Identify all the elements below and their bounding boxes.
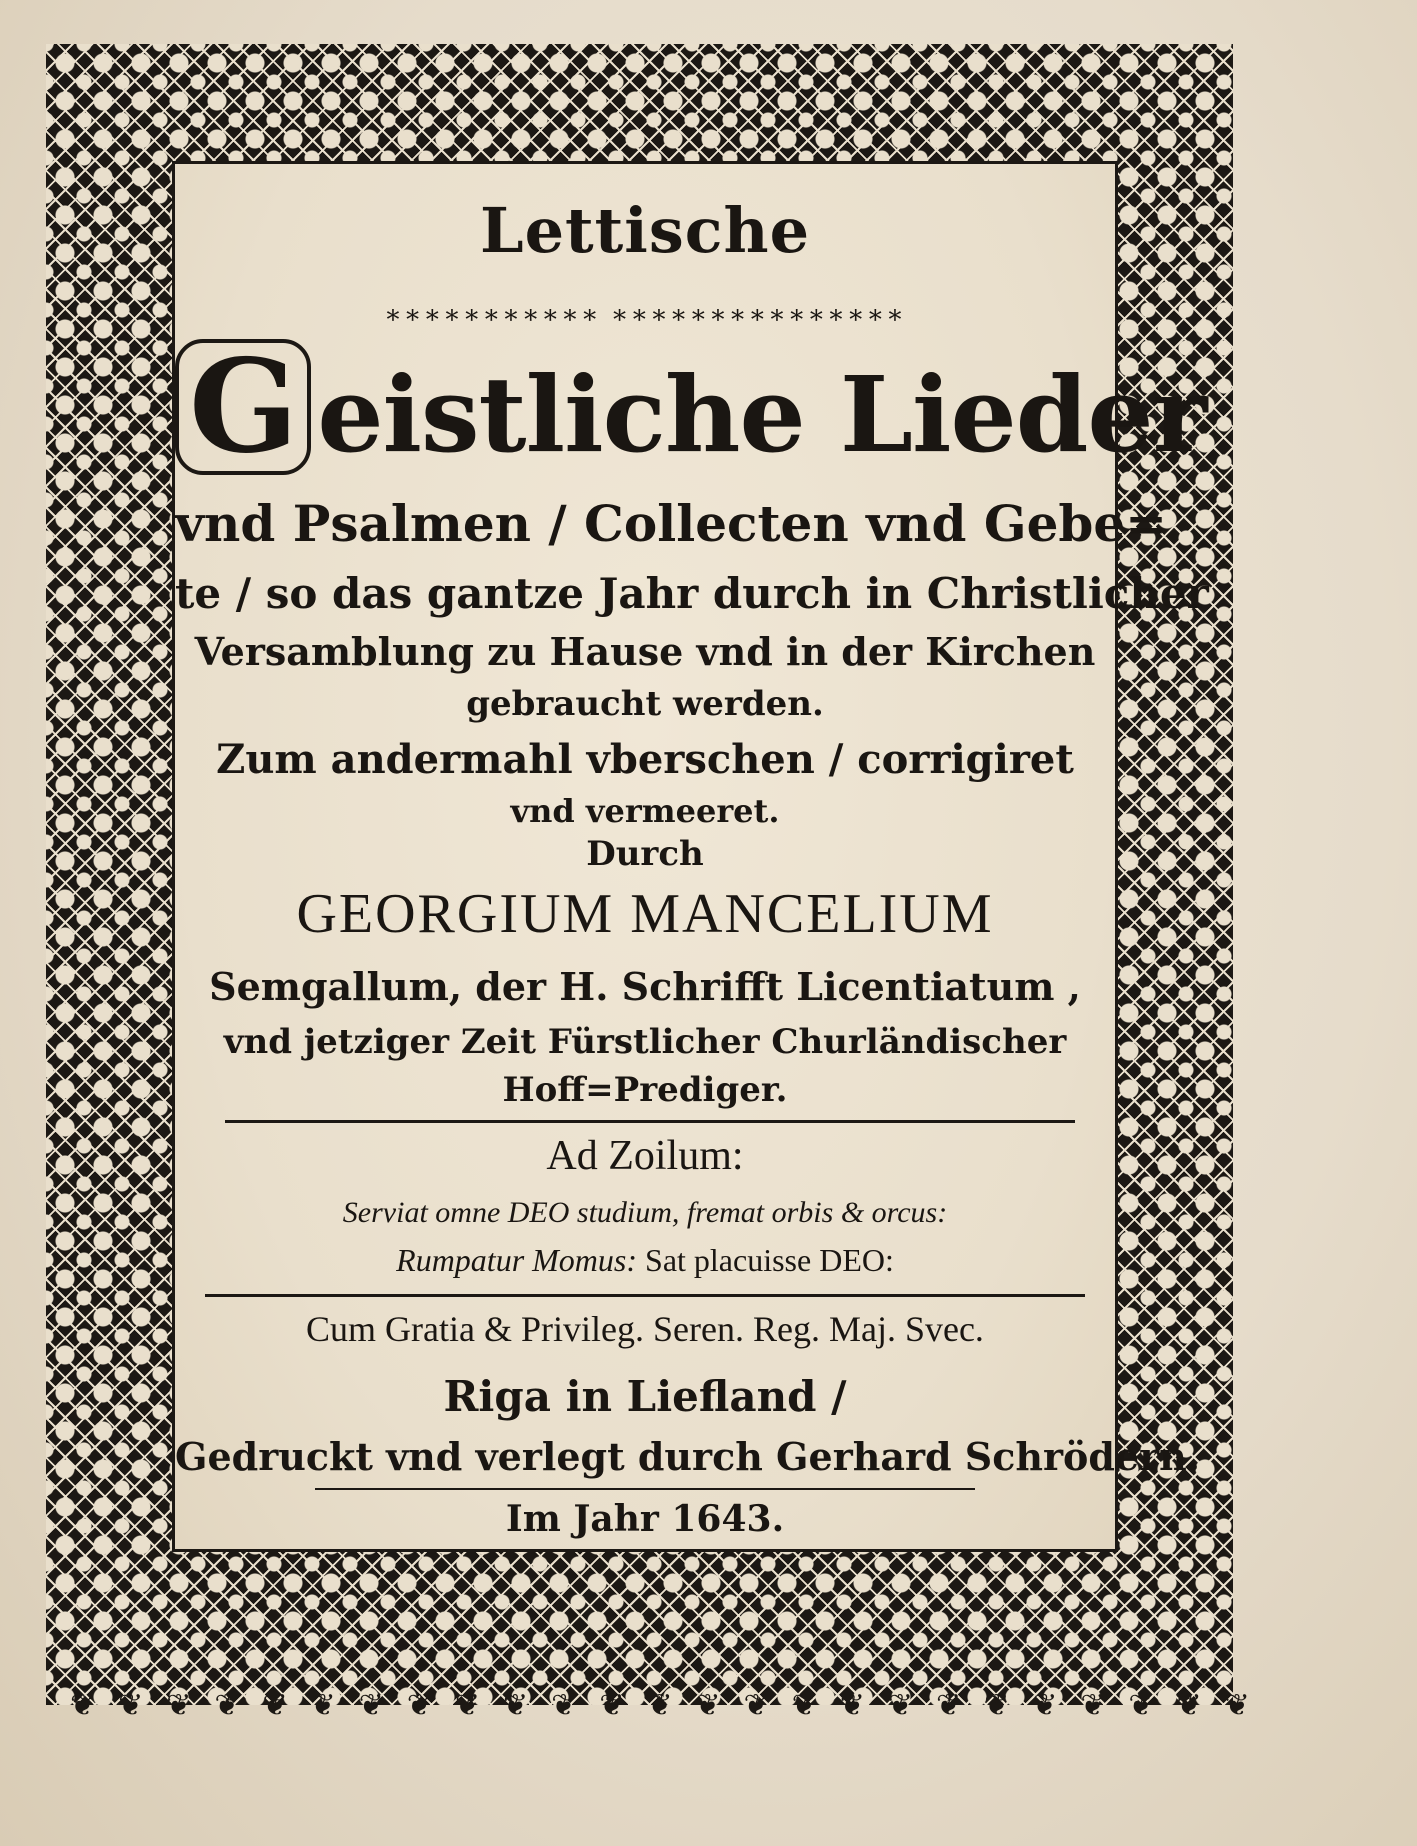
subtitle-line-7: Durch <box>586 834 704 874</box>
fleuron-icon: ❦ <box>984 1688 1010 1723</box>
title-text <box>175 164 1209 1549</box>
motto-verse-2-italic: Rumpatur Momus: <box>396 1242 638 1278</box>
star-ornament: ∗∗∗∗∗∗∗∗∗∗∗ ∗∗∗∗∗∗∗∗∗∗∗∗∗∗∗ <box>384 300 906 330</box>
author-line-2: vnd jetziger Zeit Fürstlicher Churländischer <box>223 1022 1067 1062</box>
subtitle-line-4: gebraucht werden. <box>466 684 824 724</box>
fleuron-icon: ❦ <box>502 1688 529 1723</box>
imprint-year: Im Jahr 1643. <box>505 1498 785 1540</box>
fleuron-icon: ❦ <box>887 1688 913 1723</box>
fleuron-icon: ❦ <box>406 1688 432 1723</box>
divider <box>225 1120 1075 1123</box>
fleuron-icon: ❦ <box>551 1688 577 1723</box>
motto-heading: Ad Zoilum: <box>546 1133 744 1179</box>
motto-verse-2-plain: Sat placuisse DEO: <box>637 1242 894 1278</box>
fleuron-icon: ❦ <box>647 1688 673 1723</box>
motto-verse-1: Serviat omne DEO studium, fremat orbis & orcus: <box>342 1196 948 1229</box>
fleuron-icon: ❦ <box>1224 1688 1250 1723</box>
main-title-rest: eistliche Lieder <box>317 353 1207 476</box>
fleuron-icon: ❦ <box>214 1688 240 1723</box>
fleuron-icon: ❦ <box>1176 1688 1202 1723</box>
divider <box>315 1488 975 1490</box>
privilege-line: Cum Gratia & Privileg. Seren. Reg. Maj. Svec. <box>306 1309 984 1349</box>
fleuron-icon: ❦ <box>839 1688 865 1723</box>
fleuron-icon: ❦ <box>310 1688 336 1723</box>
fleuron-row <box>70 1682 1250 1730</box>
subtitle-line-6: vnd vermeeret. <box>510 792 780 830</box>
decorated-initial: G <box>175 339 311 475</box>
subtitle-line-5: Zum andermahl vberschen / corrigiret <box>216 736 1074 783</box>
fleuron-icon: ❦ <box>166 1688 192 1723</box>
subtitle-line-3: Versamblung zu Hause vnd in der Kirchen <box>194 629 1096 674</box>
fleuron-icon: ❦ <box>1080 1688 1106 1723</box>
fleuron-icon: ❦ <box>1128 1688 1154 1723</box>
author-line-1: Semgallum, der H. Schrifft Licentiatum , <box>209 964 1081 1009</box>
fleuron-icon: ❦ <box>791 1688 817 1723</box>
main-title <box>175 332 1207 482</box>
imprint-printer: Gedruckt vnd verlegt durch Gerhard Schrödern. <box>175 1434 1200 1479</box>
fleuron-icon: ❦ <box>695 1688 721 1723</box>
author-name: GEORGIUM MANCELIUM <box>296 883 994 945</box>
motto-verse-2 <box>175 1242 1115 1279</box>
fleuron-icon: ❦ <box>454 1688 481 1723</box>
fleuron-icon: ❦ <box>935 1688 962 1723</box>
fleuron-icon: ❦ <box>70 1688 96 1723</box>
fleuron-icon: ❦ <box>599 1688 625 1723</box>
imprint-place: Riga in Liefland / <box>443 1372 847 1421</box>
fleuron-icon: ❦ <box>1032 1688 1058 1723</box>
fleuron-icon: ❦ <box>262 1688 288 1723</box>
subtitle-line-2: te / so das gantze Jahr durch in Christlicher <box>175 569 1209 618</box>
fleuron-icon: ❦ <box>743 1688 769 1723</box>
title-line-1: Lettische <box>479 194 811 267</box>
author-line-3: Hoff=Prediger. <box>502 1070 788 1110</box>
subtitle-line-1: vnd Psalmen / Collecten vnd Gebe= <box>175 494 1168 553</box>
divider <box>205 1294 1085 1297</box>
fleuron-icon: ❦ <box>118 1688 144 1723</box>
fleuron-icon: ❦ <box>358 1688 384 1723</box>
